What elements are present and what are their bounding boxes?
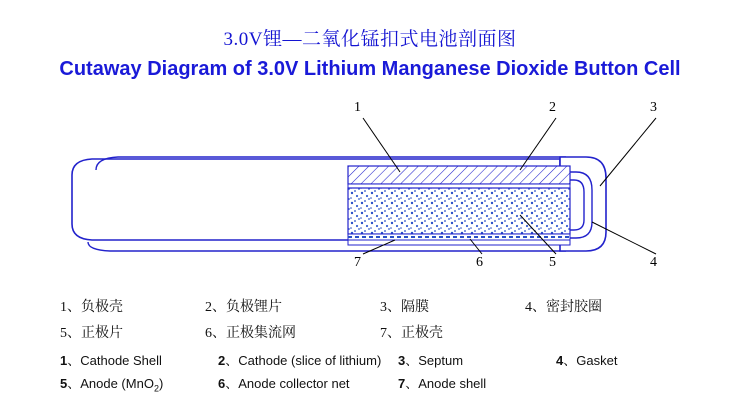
legend-item-1-en: 1、Cathode Shell [60, 353, 162, 368]
legend-item-5-en: 5、Anode (MnO$_2$) [60, 376, 164, 394]
legend-item-7-text: Anode shell [418, 376, 487, 391]
legend-item-3-num: 3 [398, 353, 406, 368]
page-title-chinese: 3.0V锂—二氧化锰扣式电池剖面图 [223, 29, 517, 50]
legend-item-5-cn: 5、正极片 [60, 326, 123, 341]
mno2-subscript: 2 [153, 383, 159, 394]
legend-row-cn-1 [0, 296, 740, 316]
legend-item-7-cn: 7、正极壳 [380, 326, 443, 341]
legend-row-cn-2 [0, 322, 740, 342]
legend-item-4-num: 4 [556, 353, 564, 368]
legend-item-6-num: 6 [218, 376, 226, 391]
legend-item-3-cn: 3、隔膜 [380, 300, 429, 315]
callout-5: 5 [549, 255, 556, 270]
legend [0, 296, 740, 398]
legend-item-1-cn: 1、负极壳 [60, 300, 123, 315]
callout-4: 4 [650, 255, 657, 270]
legend-item-8-en [556, 373, 714, 394]
legend-item-1-num: 1 [60, 353, 68, 368]
legend-item-2-num: 2 [218, 353, 226, 368]
legend-item-6-text: Anode collector net [238, 376, 350, 391]
legend-item-2-en: 2、Cathode (slice of lithium) [218, 353, 382, 368]
callout-6: 6 [476, 255, 483, 270]
legend-item-2-cn: 2、负极锂片 [205, 300, 282, 315]
legend-row-en-1 [0, 350, 740, 369]
legend-item-7-en: 7、Anode shell [398, 376, 487, 391]
legend-item-6-en: 6、Anode collector net [218, 376, 350, 391]
legend-item-5-num: 5 [60, 376, 68, 391]
page-title-english: Cutaway Diagram of 3.0V Lithium Manganese Dioxide Button Cell [59, 58, 681, 80]
legend-item-3-text: Septum [418, 353, 464, 368]
legend-item-4-text: Gasket [576, 353, 618, 368]
legend-item-4-en: 4、Gasket [556, 353, 618, 368]
legend-item-3-en: 3、Septum [398, 353, 464, 368]
callout-7: 7 [354, 255, 361, 270]
legend-item-4-cn: 4、密封胶圈 [525, 300, 602, 315]
legend-item-1-text: Cathode Shell [80, 353, 162, 368]
callout-1: 1 [354, 100, 361, 115]
callout-2: 2 [549, 100, 556, 115]
legend-row-en-2 [0, 373, 740, 394]
legend-item-2-text: Cathode (slice of lithium) [238, 353, 382, 368]
legend-item-7-num: 7 [398, 376, 406, 391]
callout-3: 3 [650, 100, 657, 115]
legend-item-8-cn [525, 322, 670, 342]
legend-item-6-cn: 6、正极集流网 [205, 326, 296, 341]
